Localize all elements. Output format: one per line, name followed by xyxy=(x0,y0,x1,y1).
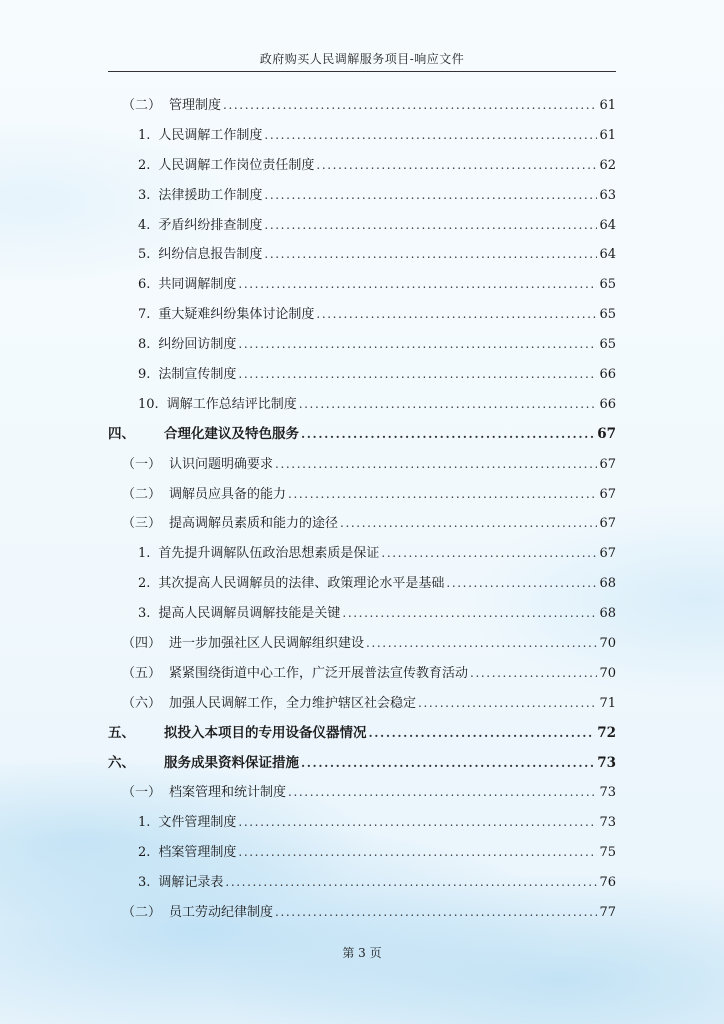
toc-entry[interactable] xyxy=(108,360,616,390)
toc-entry[interactable] xyxy=(108,300,616,330)
toc-entry-number: （三） xyxy=(122,516,162,532)
toc-dot-leader xyxy=(369,719,596,749)
toc-entry-page: 68 xyxy=(599,606,616,622)
toc-entry-page: 65 xyxy=(599,277,616,293)
toc-entry[interactable] xyxy=(108,659,616,689)
toc-entry-number: 3. xyxy=(138,187,151,203)
toc-entry-title: 档案管理和统计制度 xyxy=(169,785,287,801)
toc-entry-number: 四、 xyxy=(108,425,135,442)
toc-entry-number: 1. xyxy=(138,546,151,562)
toc-entry-page: 61 xyxy=(599,127,616,143)
toc-entry[interactable] xyxy=(108,480,616,510)
toc-entry[interactable] xyxy=(108,808,616,838)
toc-entry-page: 73 xyxy=(599,785,616,801)
toc-entry-page: 67 xyxy=(599,516,616,532)
toc-dot-leader xyxy=(238,360,597,390)
toc-entry-page: 65 xyxy=(599,307,616,323)
toc-entry[interactable] xyxy=(108,181,616,211)
toc-entry-page: 73 xyxy=(599,815,616,831)
toc-entry-page: 65 xyxy=(599,337,616,353)
toc-entry[interactable] xyxy=(108,599,616,629)
toc-dot-leader xyxy=(316,300,597,330)
toc-entry[interactable] xyxy=(108,211,616,241)
toc-entry-number: 3. xyxy=(138,875,151,891)
toc-dot-leader xyxy=(238,270,597,300)
toc-dot-leader xyxy=(264,211,597,241)
page-number: 第 3 页 xyxy=(342,946,382,960)
toc-entry-number: （二） xyxy=(122,905,162,921)
toc-entry-title: 人民调解工作岗位责任制度 xyxy=(158,157,315,173)
toc-entry-page: 73 xyxy=(597,754,616,771)
toc-dot-leader xyxy=(225,868,597,898)
toc-entry[interactable] xyxy=(108,91,616,121)
toc-dot-leader xyxy=(470,659,597,689)
toc-entry-page: 66 xyxy=(599,367,616,383)
toc-entry-title: 纠纷回访制度 xyxy=(158,337,237,353)
toc-entry-title: 文件管理制度 xyxy=(158,815,237,831)
toc-entry[interactable] xyxy=(108,151,616,181)
toc-entry[interactable] xyxy=(108,719,616,749)
page-header: 政府购买人民调解服务项目-响应文件 xyxy=(259,52,465,66)
toc-dot-leader xyxy=(264,121,597,151)
toc-entry-title: 其次提高人民调解员的法律、政策理论水平是基础 xyxy=(158,576,445,592)
toc-dot-leader xyxy=(238,838,597,868)
toc-entry-page: 66 xyxy=(599,396,616,412)
toc-entry[interactable] xyxy=(108,749,616,779)
toc-entry-number: 2. xyxy=(138,845,151,861)
toc-entry[interactable] xyxy=(108,539,616,569)
toc-entry-title: 法律援助工作制度 xyxy=(158,187,263,203)
toc-entry-title: 进一步加强社区人民调解组织建设 xyxy=(169,636,365,652)
toc-entry-number: 五、 xyxy=(108,724,135,741)
toc-entry-number: 8. xyxy=(138,337,151,353)
toc-dot-leader xyxy=(288,480,597,510)
toc-dot-leader xyxy=(366,629,597,659)
toc-dot-leader xyxy=(223,91,597,121)
toc-entry-title: 提高人民调解员调解技能是关键 xyxy=(158,606,341,622)
toc-entry-number: 5. xyxy=(138,247,151,263)
toc-entry[interactable] xyxy=(108,509,616,539)
toc-entry-number: 6. xyxy=(138,277,151,293)
toc-entry-number: 7. xyxy=(138,307,151,323)
toc-entry-page: 67 xyxy=(599,456,616,472)
toc-entry-page: 76 xyxy=(599,875,616,891)
toc-entry[interactable] xyxy=(108,689,616,719)
toc-entry-title: 人民调解工作制度 xyxy=(158,127,263,143)
toc-entry-page: 67 xyxy=(597,425,616,442)
toc-dot-leader xyxy=(238,330,597,360)
toc-dot-leader xyxy=(301,420,595,450)
toc-entry-number: （二） xyxy=(122,98,162,113)
toc-entry-title: 首先提升调解队伍政治思想素质是保证 xyxy=(158,546,380,562)
toc-dot-leader xyxy=(264,240,597,270)
toc-entry-title: 管理制度 xyxy=(169,98,222,113)
toc-entry-page: 67 xyxy=(599,486,616,502)
toc-entry-title: 纠纷信息报告制度 xyxy=(158,247,263,263)
toc-dot-leader xyxy=(301,749,595,779)
toc-entry-title: 合理化建议及特色服务 xyxy=(164,425,299,442)
toc-entry-number: （四） xyxy=(122,636,162,652)
toc-entry-page: 64 xyxy=(599,217,616,233)
toc-entry[interactable] xyxy=(108,898,616,928)
toc-dot-leader xyxy=(316,151,597,181)
toc-entry-title: 法制宣传制度 xyxy=(158,367,237,383)
toc-dot-leader xyxy=(275,450,597,480)
table-of-contents xyxy=(108,91,616,928)
toc-dot-leader xyxy=(264,181,597,211)
toc-entry[interactable] xyxy=(108,629,616,659)
toc-dot-leader xyxy=(299,390,598,420)
toc-entry-page: 77 xyxy=(599,905,616,921)
toc-entry-page: 71 xyxy=(599,695,616,711)
toc-entry[interactable] xyxy=(108,121,616,151)
toc-entry[interactable] xyxy=(108,270,616,300)
toc-entry-title: 矛盾纠纷排查制度 xyxy=(158,217,263,233)
toc-dot-leader xyxy=(342,599,597,629)
toc-entry-page: 63 xyxy=(599,187,616,203)
toc-entry-number: 2. xyxy=(138,157,151,173)
toc-dot-leader xyxy=(340,509,597,539)
toc-entry-page: 64 xyxy=(599,247,616,263)
toc-entry-title: 调解工作总结评比制度 xyxy=(166,396,297,412)
toc-entry[interactable] xyxy=(108,868,616,898)
toc-entry[interactable] xyxy=(108,390,616,420)
header-divider xyxy=(108,71,616,72)
toc-entry-number: 10. xyxy=(138,396,159,412)
toc-entry-page: 68 xyxy=(599,576,616,592)
toc-entry-number: （六） xyxy=(122,695,162,711)
toc-entry-title: 加强人民调解工作，全力维护辖区社会稳定 xyxy=(169,695,417,711)
toc-entry-title: 调解记录表 xyxy=(158,875,224,891)
toc-entry-title: 员工劳动纪律制度 xyxy=(169,905,274,921)
toc-entry-title: 服务成果资料保证措施 xyxy=(164,754,299,771)
toc-entry-title: 调解员应具备的能力 xyxy=(169,486,287,502)
toc-entry-title: 提高调解员素质和能力的途径 xyxy=(169,516,339,532)
toc-entry[interactable] xyxy=(108,240,616,270)
toc-entry-number: 9. xyxy=(138,367,151,383)
toc-entry-number: （五） xyxy=(122,665,162,681)
toc-dot-leader xyxy=(238,808,597,838)
toc-dot-leader xyxy=(275,898,597,928)
toc-entry-page: 70 xyxy=(599,665,616,681)
toc-entry-title: 认识问题明确要求 xyxy=(169,456,274,472)
toc-dot-leader xyxy=(446,569,597,599)
toc-dot-leader xyxy=(418,689,597,719)
toc-entry-page: 75 xyxy=(599,845,616,861)
toc-entry-number: 4. xyxy=(138,217,151,233)
toc-entry-title: 档案管理制度 xyxy=(158,845,237,861)
toc-entry-page: 67 xyxy=(599,546,616,562)
toc-entry-page: 70 xyxy=(599,636,616,652)
toc-entry-number: 1. xyxy=(138,127,151,143)
toc-entry-number: 1. xyxy=(138,815,151,831)
toc-entry-number: （一） xyxy=(122,456,162,472)
toc-entry-title: 拟投入本项目的专用设备仪器情况 xyxy=(164,724,367,741)
toc-entry[interactable] xyxy=(108,778,616,808)
toc-entry-page: 61 xyxy=(599,98,616,113)
toc-entry-number: （一） xyxy=(122,785,162,801)
toc-entry[interactable] xyxy=(108,420,616,450)
toc-entry-number: 3. xyxy=(138,606,151,622)
toc-entry-number: 六、 xyxy=(108,754,135,771)
toc-entry-number: （二） xyxy=(122,486,162,502)
toc-entry[interactable] xyxy=(108,838,616,868)
toc-entry[interactable] xyxy=(108,569,616,599)
toc-entry-title: 重大疑难纠纷集体讨论制度 xyxy=(158,307,315,323)
toc-entry[interactable] xyxy=(108,450,616,480)
toc-entry-number: 2. xyxy=(138,576,151,592)
toc-entry-page: 62 xyxy=(599,157,616,173)
toc-entry-page: 72 xyxy=(597,724,616,741)
toc-dot-leader xyxy=(381,539,597,569)
toc-entry-title: 紧紧围绕街道中心工作，广泛开展普法宣传教育活动 xyxy=(169,665,469,681)
toc-entry[interactable] xyxy=(108,330,616,360)
toc-dot-leader xyxy=(288,778,597,808)
toc-entry-title: 共同调解制度 xyxy=(158,277,237,293)
